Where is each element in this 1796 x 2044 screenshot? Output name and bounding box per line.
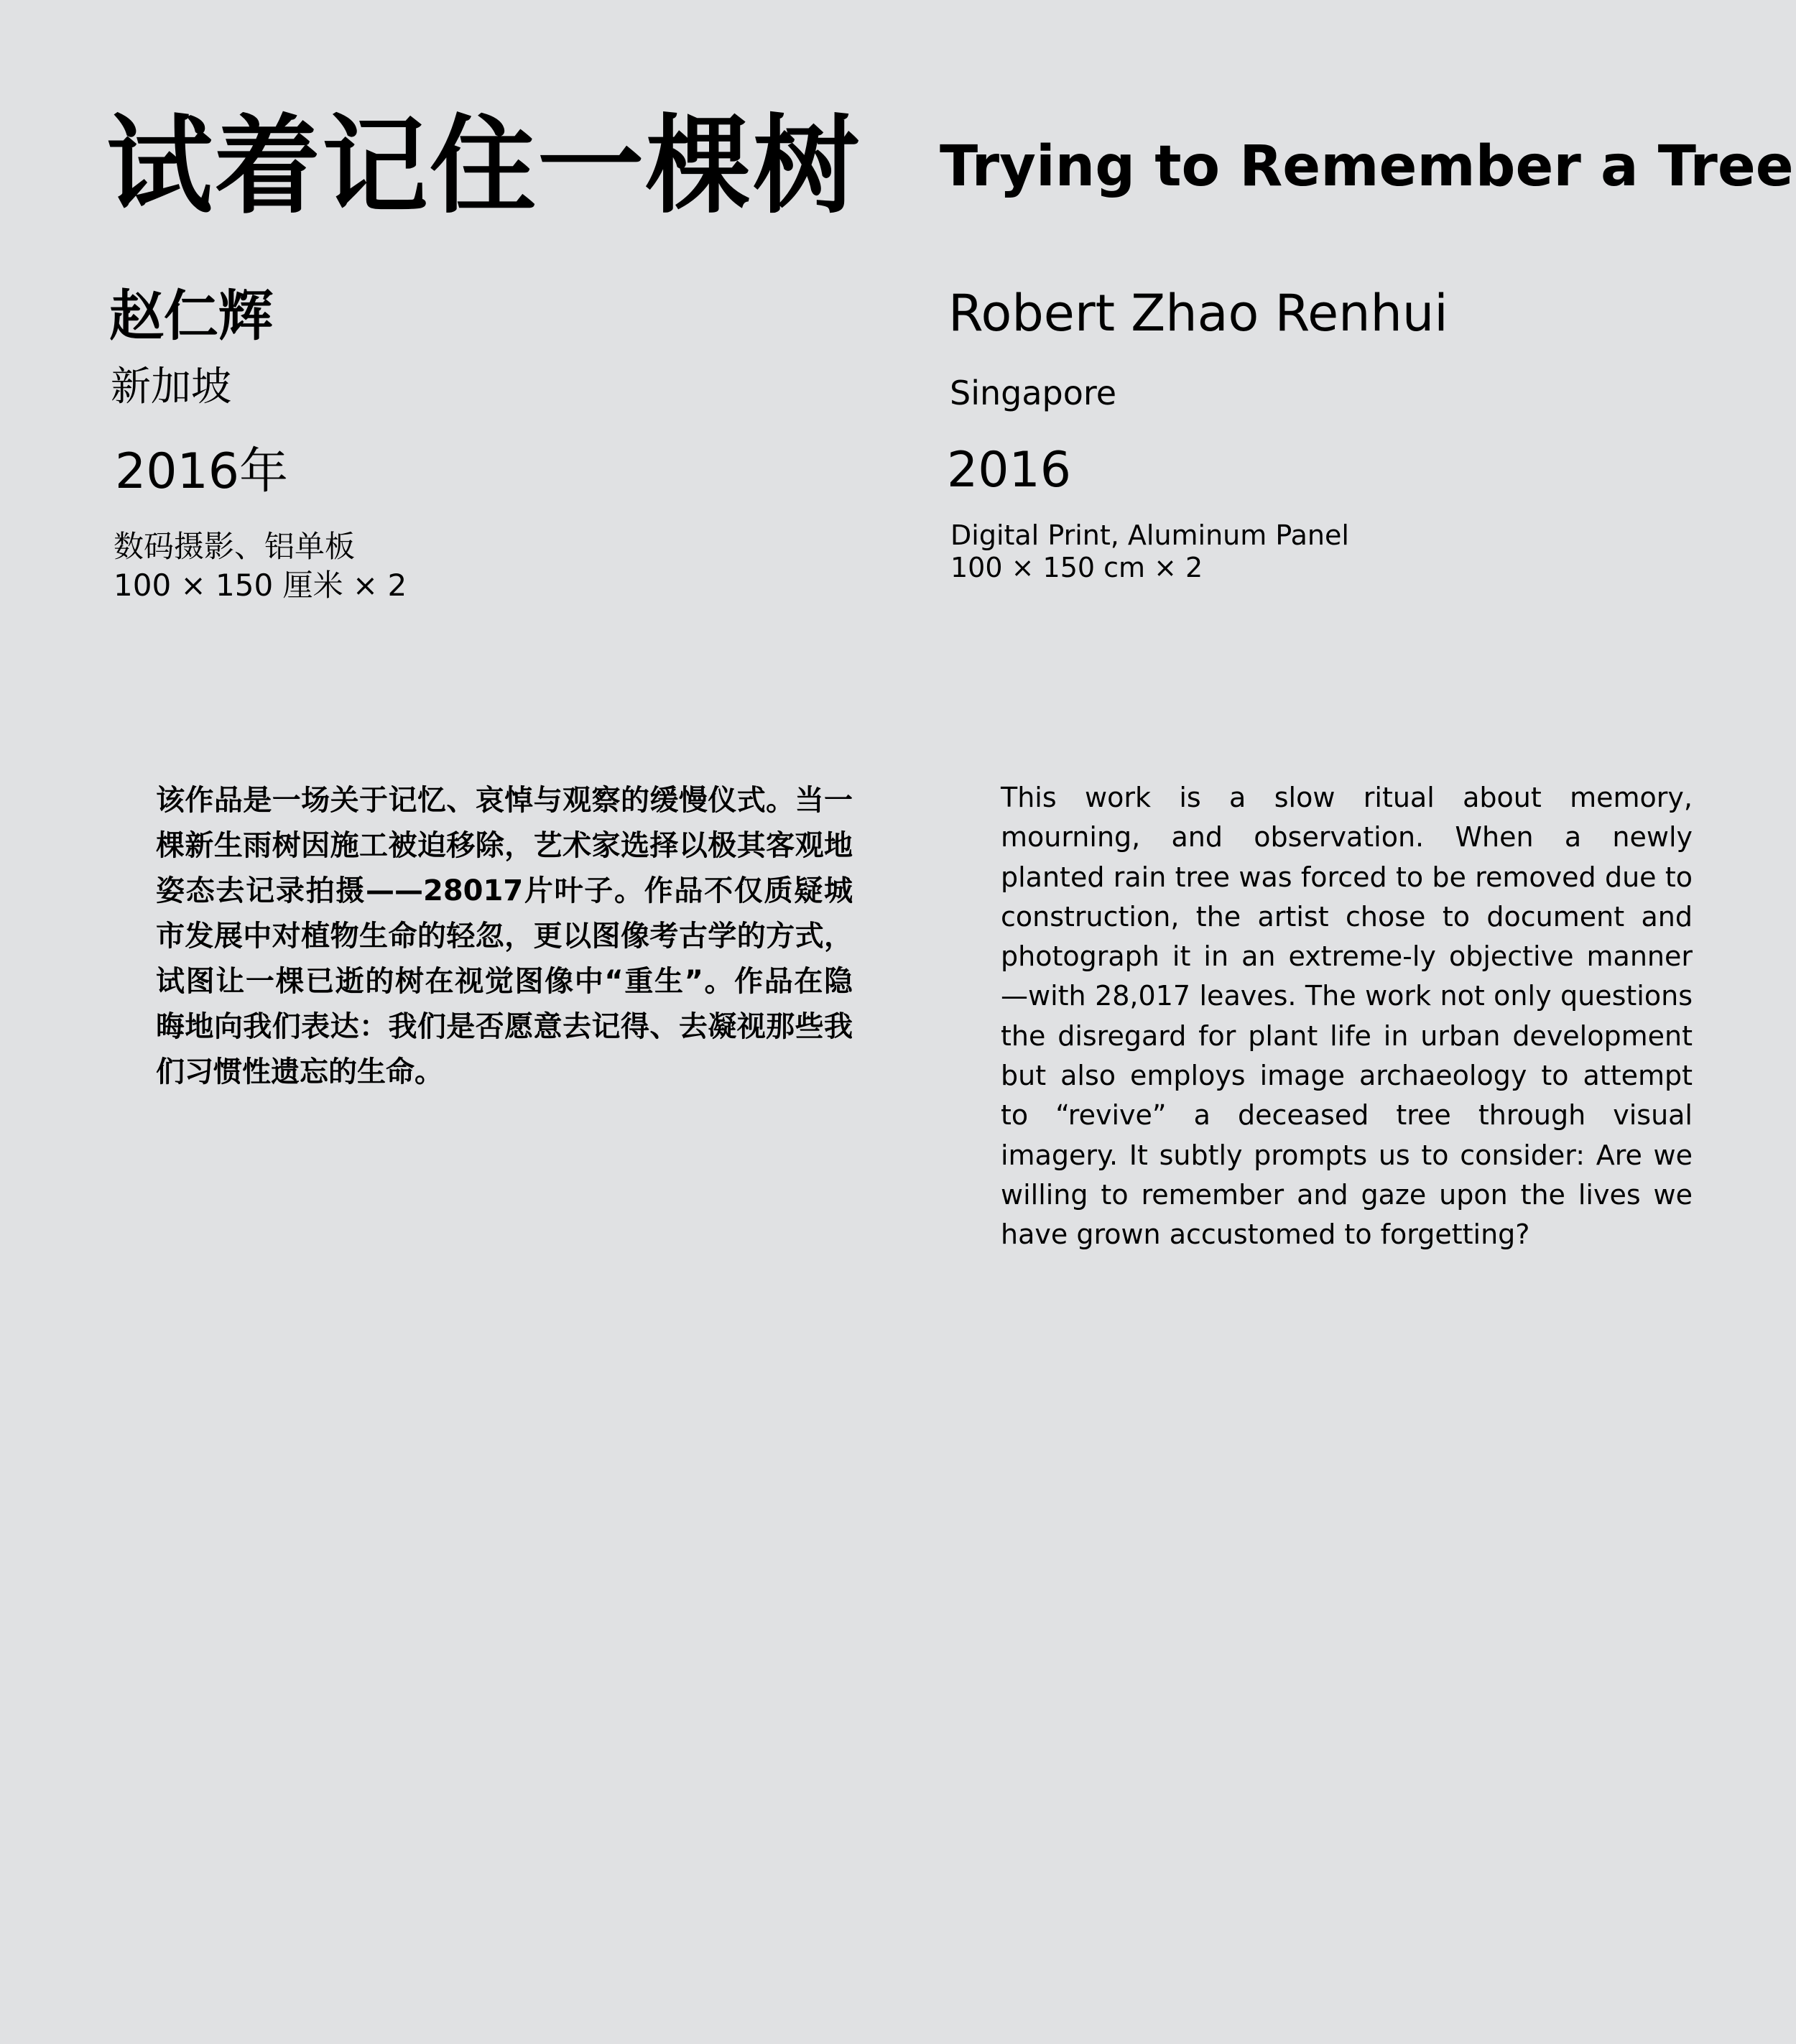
artwork-dimensions-english: 100 × 150 cm × 2: [950, 552, 1203, 583]
artwork-medium-chinese: 数码摄影、铝单板: [114, 529, 356, 564]
artwork-title-english: Trying to Remember a Tree: [940, 134, 1794, 199]
artist-name-english: Robert Zhao Renhui: [948, 284, 1448, 343]
artwork-year-english: 2016: [947, 442, 1072, 499]
artwork-description-chinese: 该作品是一场关于记忆、哀悼与观察的缓慢仪式。当一棵新生雨树因施工被迫移除，艺术家选择以极其客观地姿态去记录拍摄——28017片叶子。作品不仅质疑城市发展中对植物生命的轻忽，更以图像考古学的方式，试图让一棵已逝的树在视觉图像中“重生”。作品在隐晦地向我们表达：我们是否愿意去记得、去凝视那些我们习惯性遗忘的生命。: [156, 784, 853, 1088]
artist-country-chinese: 新加坡: [111, 364, 231, 410]
artwork-dimensions-chinese: 100 × 150 厘米 × 2: [114, 568, 407, 603]
artwork-title-chinese: 试着记住一棵树: [106, 104, 861, 228]
artist-country-english: Singapore: [950, 374, 1117, 412]
artist-name-chinese: 赵仁辉: [109, 284, 273, 348]
artwork-medium-english: Digital Print, Aluminum Panel: [950, 519, 1349, 551]
artwork-year-chinese: 2016年: [115, 443, 289, 500]
artwork-description-english: This work is a slow ritual about memory, mourning, and observation. When a newly planted rain tree was forced to be removed due to construction, the artist chose to document and photograph it in an extreme-ly objective manner—with 28,017 leaves. The work not only questions the disregard for plant life in urban development but also employs image archaeology to attempt to “revive” a deceased tree through visual imagery. It subtly prompts us to consider: Are we willing to remember and gaze upon the lives we have grown accustomed to forgetting?: [1001, 782, 1693, 1251]
